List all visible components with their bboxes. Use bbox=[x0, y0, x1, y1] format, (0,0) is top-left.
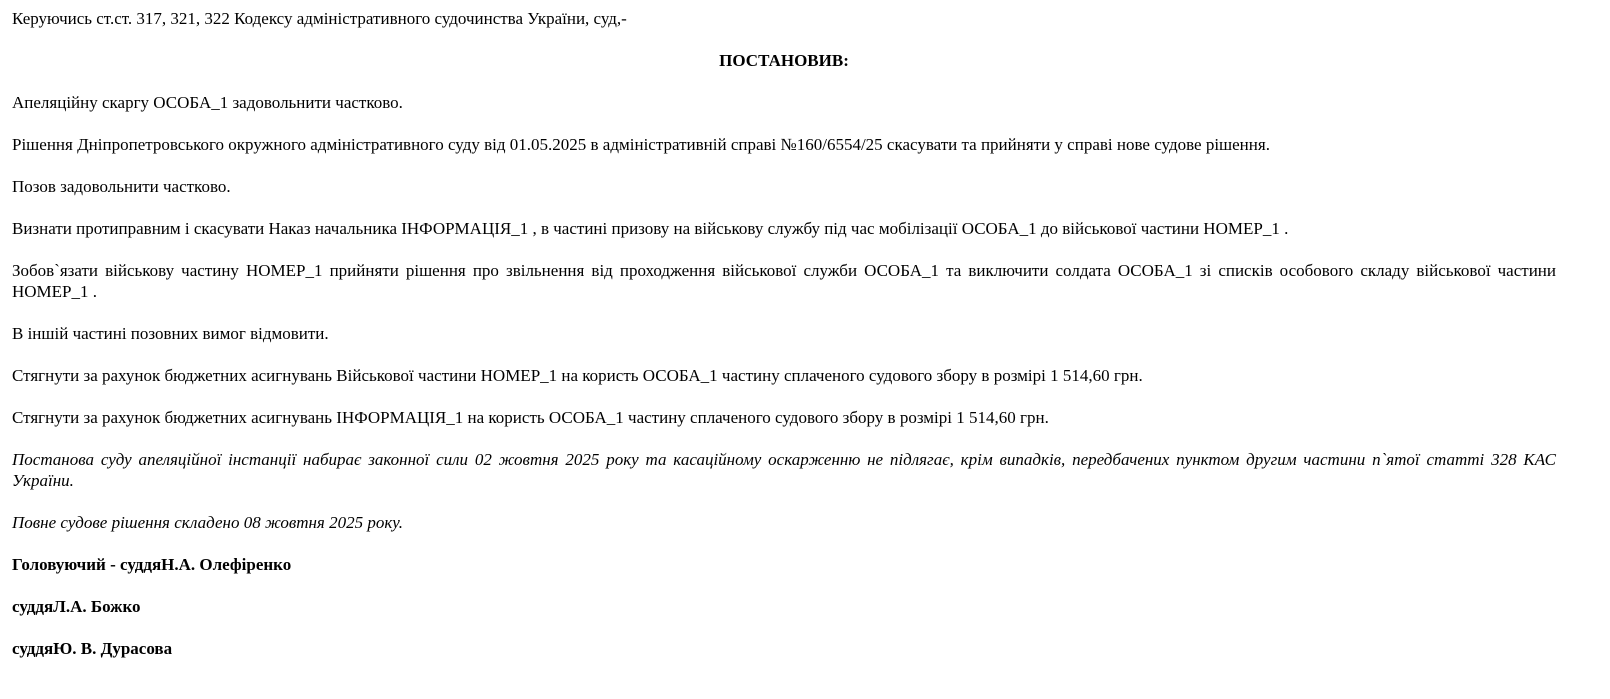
ruling-paragraph: Позов задовольнити частково. bbox=[12, 177, 231, 196]
effective-date-note: Постанова суду апеляційної інстанції набирає законної сили 02 жовтня 2025 року та касаційному оскарженню не підлягає, крім випадків, передбачених пунктом другим частини п`ятої статті 328 КАС України. bbox=[12, 450, 1556, 490]
ruling-heading: ПОСТАНОВИВ: bbox=[719, 51, 849, 70]
ruling-paragraph: Рішення Дніпропетровського окружного адміністративного суду від 01.05.2025 в адміністративній справі №160/6554/25 скасувати та прийняти у справі нове судове рішення. bbox=[12, 135, 1270, 154]
ruling-paragraph: Стягнути за рахунок бюджетних асигнувань Військової частини НОМЕР_1 на користь ОСОБА_1 частину сплаченого судового збору в розмірі 1 514,60 грн. bbox=[12, 366, 1143, 385]
ruling-paragraph: Зобов`язати військову частину НОМЕР_1 прийняти рішення про звільнення від проходження військової служби ОСОБА_1 та виключити солдата ОСОБА_1 зі списків особового складу військової частини НОМЕР_1 . bbox=[12, 261, 1556, 301]
ruling-paragraph: Визнати протиправним і скасувати Наказ начальника ІНФОРМАЦІЯ_1 , в частині призову на військову службу під час мобілізації ОСОБА_1 до військової частини НОМЕР_1 . bbox=[12, 219, 1289, 238]
signature-judge: суддяЮ. В. Дурасова bbox=[12, 639, 173, 658]
signature-presiding-judge: Головуючий - суддяН.А. Олефіренко bbox=[12, 555, 292, 574]
intro-paragraph: Керуючись ст.ст. 317, 321, 322 Кодексу адміністративного судочинства України, суд,- bbox=[12, 9, 627, 28]
signature-judge: суддяЛ.А. Божко bbox=[12, 597, 141, 616]
ruling-paragraph: Стягнути за рахунок бюджетних асигнувань ІНФОРМАЦІЯ_1 на користь ОСОБА_1 частину сплаченого судового збору в розмірі 1 514,60 грн. bbox=[12, 408, 1049, 427]
ruling-paragraph: В іншій частині позовних вимог відмовити. bbox=[12, 324, 329, 343]
full-decision-note: Повне судове рішення складено 08 жовтня 2025 року. bbox=[12, 513, 404, 532]
ruling-paragraph: Апеляційну скаргу ОСОБА_1 задовольнити частково. bbox=[12, 93, 403, 112]
